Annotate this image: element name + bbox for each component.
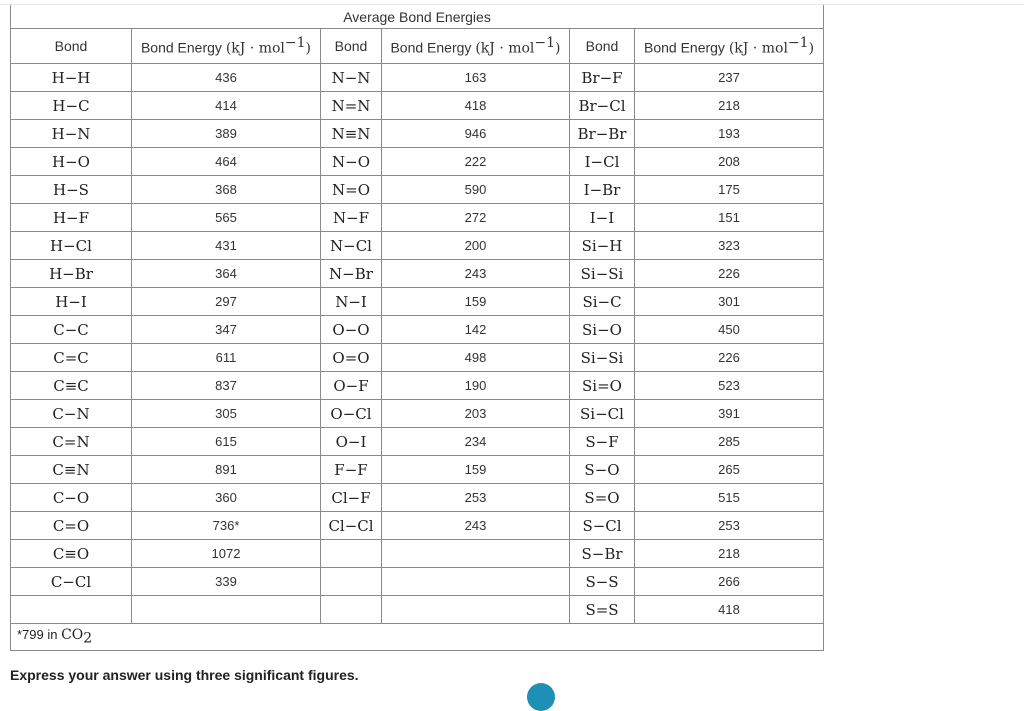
bond-cell: O−Cl (321, 400, 382, 428)
energy-cell (382, 540, 570, 568)
energy-cell: 391 (635, 400, 824, 428)
energy-cell: 285 (635, 428, 824, 456)
table-row (11, 148, 824, 176)
energy-cell: 222 (382, 148, 570, 176)
energy-cell: 565 (132, 204, 321, 232)
bond-cell: I−Cl (570, 148, 635, 176)
energy-cell: 234 (382, 428, 570, 456)
energy-cell: 218 (635, 540, 824, 568)
bond-cell: H−I (11, 288, 132, 316)
table-row (11, 428, 824, 456)
column-header-bond: Bond (321, 29, 382, 64)
answer-instruction: Express your answer using three significant figures. (10, 667, 359, 683)
bond-cell: O−I (321, 428, 382, 456)
bond-cell: C−C (11, 316, 132, 344)
column-header-bond: Bond (570, 29, 635, 64)
bond-cell (321, 596, 382, 624)
bond-cell: C−Cl (11, 568, 132, 596)
energy-cell: 266 (635, 568, 824, 596)
bond-cell: I−Br (570, 176, 635, 204)
energy-cell: 159 (382, 456, 570, 484)
table-row (11, 288, 824, 316)
energy-cell: 389 (132, 120, 321, 148)
table-row (11, 400, 824, 428)
energy-cell: 323 (635, 232, 824, 260)
energy-cell (382, 568, 570, 596)
bond-cell: S−S (570, 568, 635, 596)
energy-cell: 418 (635, 596, 824, 624)
energy-cell: 590 (382, 176, 570, 204)
bond-cell: Si−Cl (570, 400, 635, 428)
bond-cell: O=O (321, 344, 382, 372)
energy-cell: 339 (132, 568, 321, 596)
column-header-bond-energy: Bond Energy (kJ · mol$^{-1}$) (635, 29, 824, 64)
energy-cell: 243 (382, 512, 570, 540)
energy-cell: 837 (132, 372, 321, 400)
column-header-bond: Bond (11, 29, 132, 64)
energy-cell: 218 (635, 92, 824, 120)
column-header-bond-energy: Bond Energy (kJ · mol$^{-1}$) (132, 29, 321, 64)
energy-cell: 226 (635, 260, 824, 288)
bond-cell: S=O (570, 484, 635, 512)
bond-cell: C=O (11, 512, 132, 540)
energy-cell: 226 (635, 344, 824, 372)
bond-cell: Cl−F (321, 484, 382, 512)
table-row (11, 92, 824, 120)
table-row (11, 344, 824, 372)
energy-cell: 237 (635, 64, 824, 92)
table-row (11, 372, 824, 400)
bond-cell: Si−Si (570, 344, 635, 372)
energy-cell: 193 (635, 120, 824, 148)
bond-cell (321, 540, 382, 568)
bond-cell: Si=O (570, 372, 635, 400)
bond-cell: I−I (570, 204, 635, 232)
help-button-partial[interactable] (527, 683, 555, 711)
energy-cell: 297 (132, 288, 321, 316)
energy-cell: 611 (132, 344, 321, 372)
energy-cell: 203 (382, 400, 570, 428)
bond-cell: N−I (321, 288, 382, 316)
table-header-row (11, 29, 824, 64)
energy-cell: 414 (132, 92, 321, 120)
energy-cell: 301 (635, 288, 824, 316)
bond-cell: H−F (11, 204, 132, 232)
bond-cell: N−N (321, 64, 382, 92)
bond-cell: S=S (570, 596, 635, 624)
energy-cell: 243 (382, 260, 570, 288)
energy-cell: 450 (635, 316, 824, 344)
energy-cell: 253 (382, 484, 570, 512)
bond-cell: S−Cl (570, 512, 635, 540)
energy-cell: 142 (382, 316, 570, 344)
bond-cell: H−H (11, 64, 132, 92)
bond-cell: N=O (321, 176, 382, 204)
energy-cell: 515 (635, 484, 824, 512)
table-row (11, 260, 824, 288)
bond-cell: Cl−Cl (321, 512, 382, 540)
energy-cell: 418 (382, 92, 570, 120)
energy-cell: 368 (132, 176, 321, 204)
energy-cell: 360 (132, 484, 321, 512)
bond-cell: Si−H (570, 232, 635, 260)
energy-cell: 498 (382, 344, 570, 372)
energy-cell: 305 (132, 400, 321, 428)
energy-cell: 1072 (132, 540, 321, 568)
bond-cell: F−F (321, 456, 382, 484)
bond-cell: S−F (570, 428, 635, 456)
bond-cell: Si−O (570, 316, 635, 344)
table-row (11, 512, 824, 540)
energy-cell: 159 (382, 288, 570, 316)
table-row (11, 204, 824, 232)
column-header-bond-energy: Bond Energy (kJ · mol$^{-1}$) (382, 29, 570, 64)
bond-cell: O−F (321, 372, 382, 400)
bond-cell: C−O (11, 484, 132, 512)
bond-cell: Br−Cl (570, 92, 635, 120)
table-row (11, 568, 824, 596)
energy-cell: 163 (382, 64, 570, 92)
bond-cell: H−N (11, 120, 132, 148)
table-row (11, 232, 824, 260)
table-row (11, 120, 824, 148)
bond-cell: Br−Br (570, 120, 635, 148)
energy-cell (382, 596, 570, 624)
energy-cell: 891 (132, 456, 321, 484)
energy-cell: 200 (382, 232, 570, 260)
table-row (11, 316, 824, 344)
bond-cell: H−O (11, 148, 132, 176)
energy-cell: 175 (635, 176, 824, 204)
bond-cell: N≡N (321, 120, 382, 148)
energy-cell: 253 (635, 512, 824, 540)
energy-cell: 615 (132, 428, 321, 456)
bond-cell: Br−F (570, 64, 635, 92)
bond-cell: N−F (321, 204, 382, 232)
bond-cell: H−C (11, 92, 132, 120)
bond-cell: O−O (321, 316, 382, 344)
energy-cell: 347 (132, 316, 321, 344)
bond-cell: N−Cl (321, 232, 382, 260)
bond-cell: H−Cl (11, 232, 132, 260)
energy-cell: 523 (635, 372, 824, 400)
bond-cell: C=N (11, 428, 132, 456)
bond-cell: S−O (570, 456, 635, 484)
bond-cell (321, 568, 382, 596)
energy-cell: 190 (382, 372, 570, 400)
energy-cell: 364 (132, 260, 321, 288)
table-title: Average Bond Energies (11, 5, 824, 29)
energy-cell (132, 596, 321, 624)
bond-cell: C≡O (11, 540, 132, 568)
bond-cell: Si−C (570, 288, 635, 316)
bond-cell: C−N (11, 400, 132, 428)
bond-cell: N=N (321, 92, 382, 120)
table-row (11, 484, 824, 512)
bond-cell: S−Br (570, 540, 635, 568)
bond-cell: C≡C (11, 372, 132, 400)
bond-cell: N−O (321, 148, 382, 176)
energy-cell: 464 (132, 148, 321, 176)
table-row (11, 176, 824, 204)
table-row (11, 596, 824, 624)
bond-cell: N−Br (321, 260, 382, 288)
energy-cell: 208 (635, 148, 824, 176)
table-footnote: *799 in $CO_2$ (11, 624, 824, 651)
bond-energy-table (10, 5, 824, 651)
bond-cell: C=C (11, 344, 132, 372)
bond-cell: H−S (11, 176, 132, 204)
energy-cell: 272 (382, 204, 570, 232)
bond-cell: C≡N (11, 456, 132, 484)
bond-cell (11, 596, 132, 624)
energy-cell: 431 (132, 232, 321, 260)
bond-cell: H−Br (11, 260, 132, 288)
energy-cell: 946 (382, 120, 570, 148)
energy-cell: 151 (635, 204, 824, 232)
table-row (11, 456, 824, 484)
energy-cell: 436 (132, 64, 321, 92)
table-body (11, 64, 824, 624)
table-row (11, 540, 824, 568)
energy-cell: 736* (132, 512, 321, 540)
energy-cell: 265 (635, 456, 824, 484)
bond-cell: Si−Si (570, 260, 635, 288)
table-row (11, 64, 824, 92)
